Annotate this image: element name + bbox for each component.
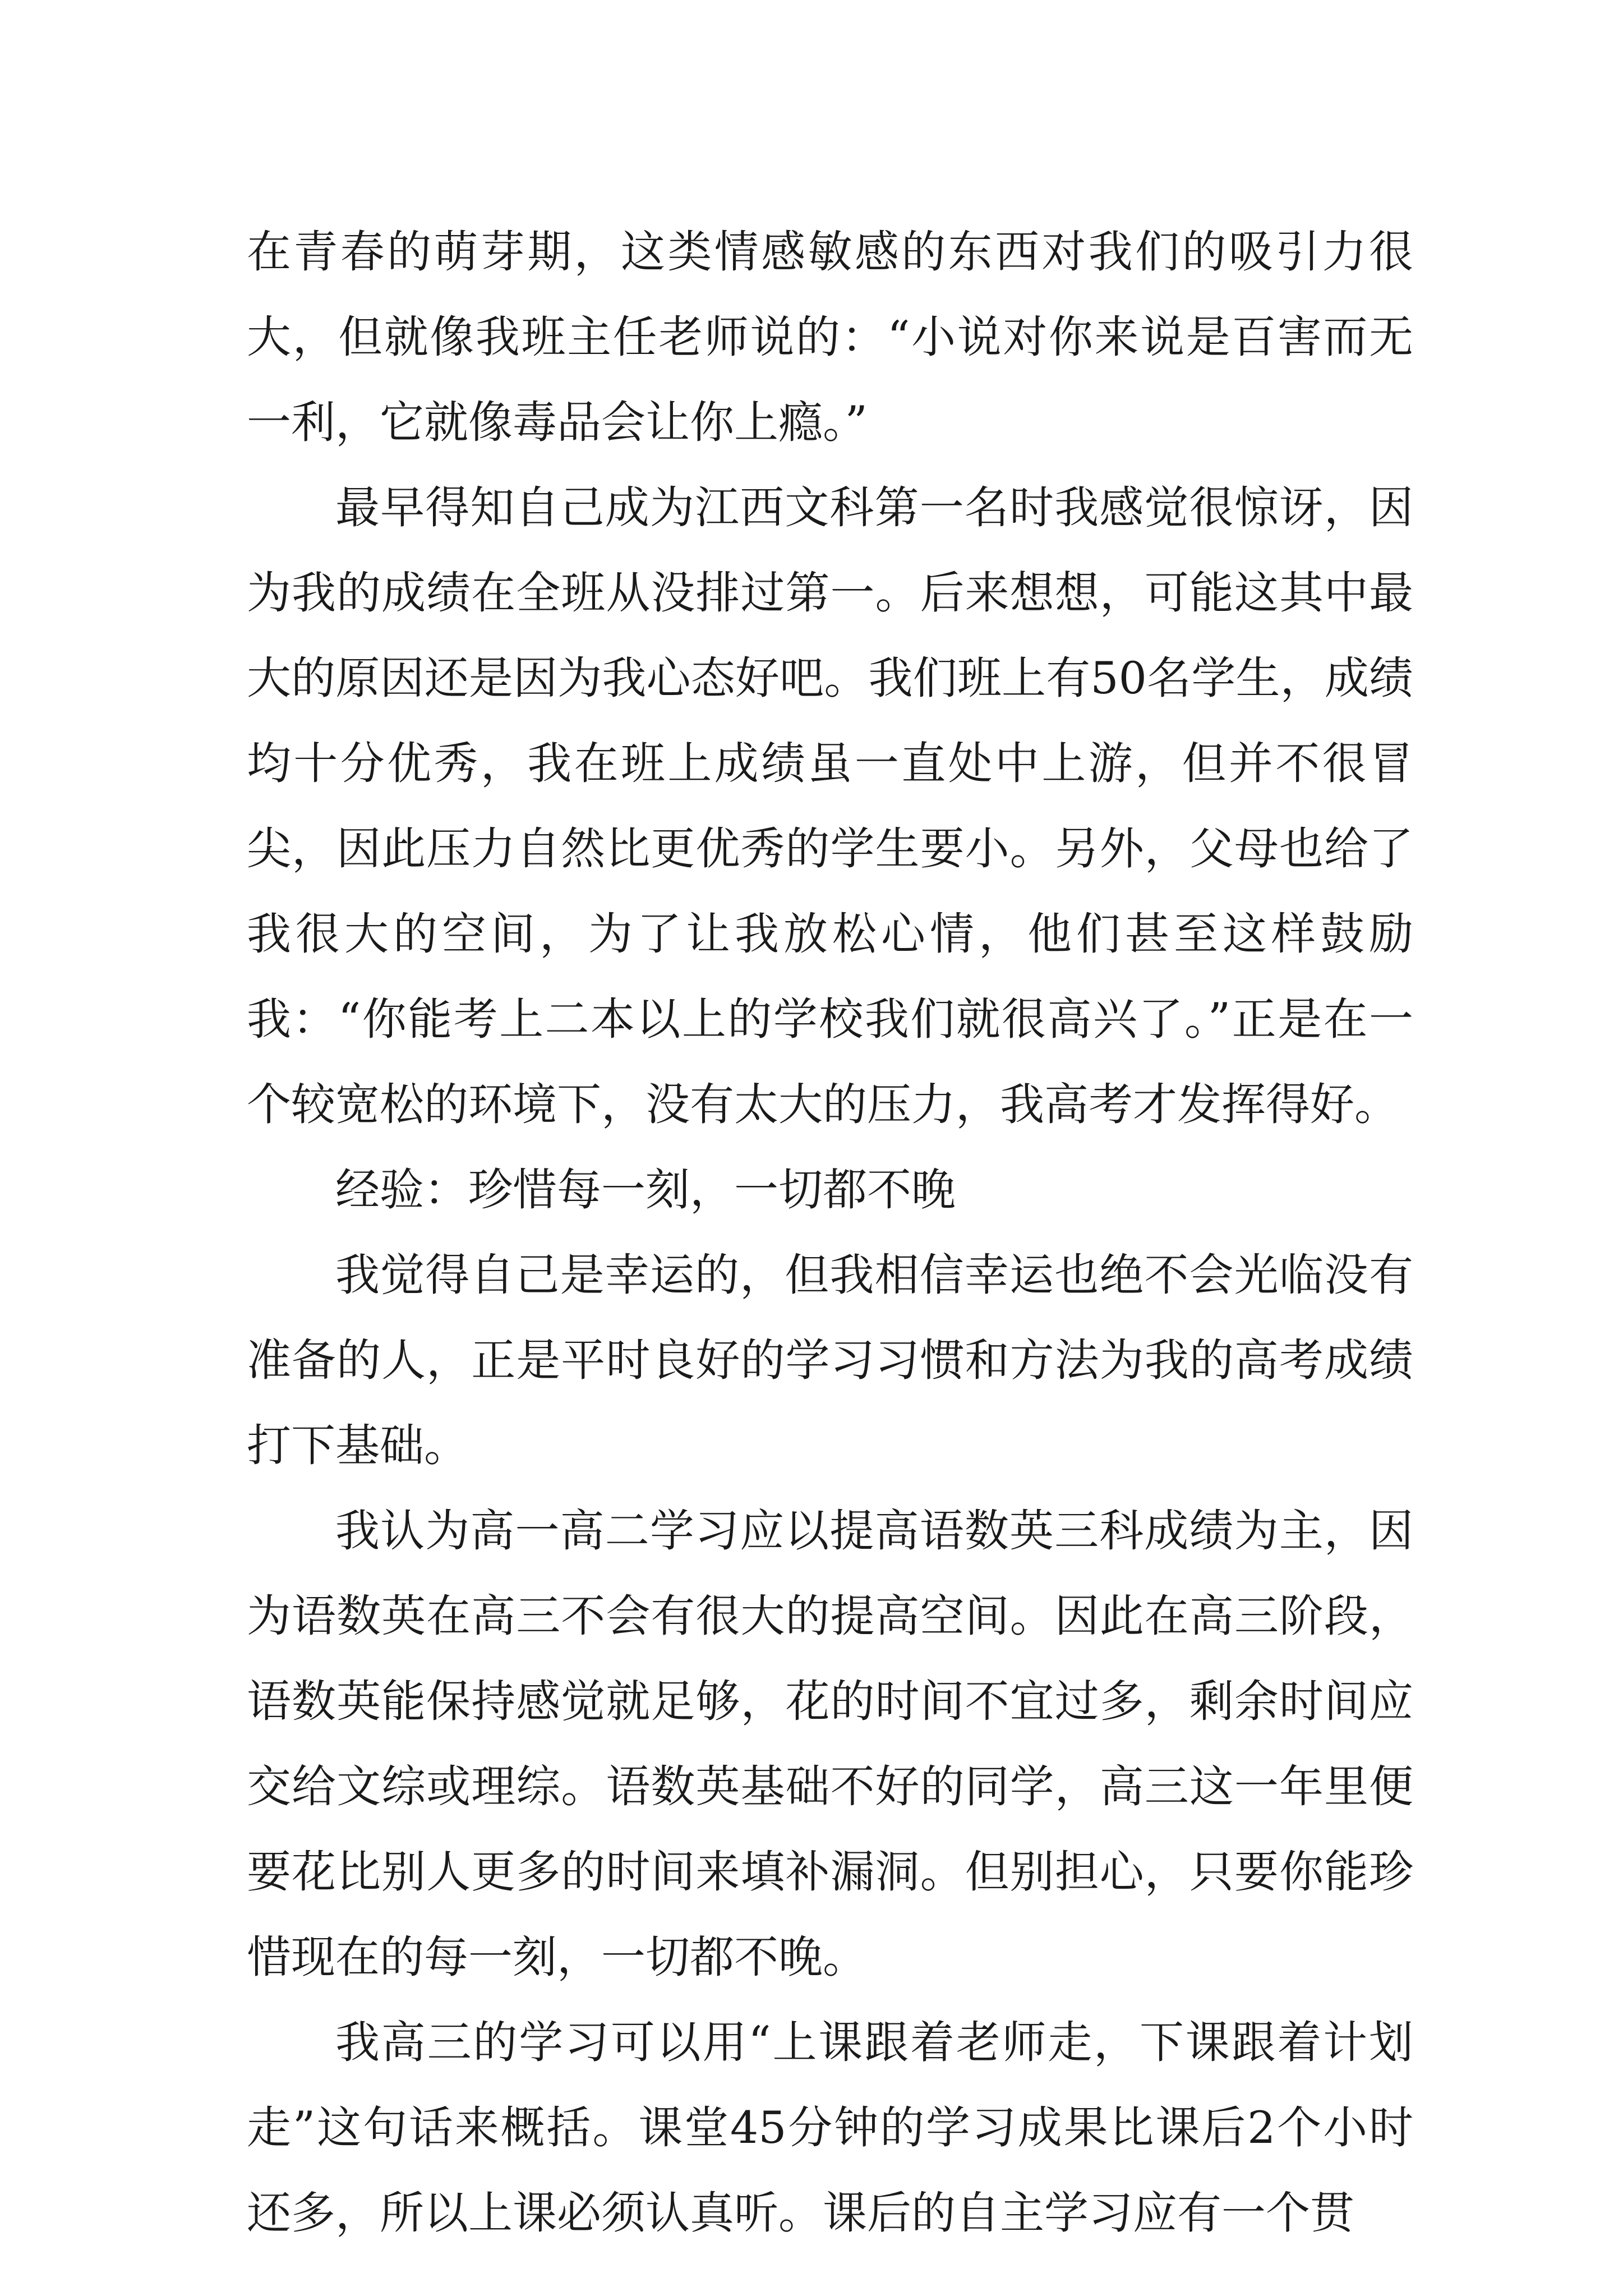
paragraph: 最早得知自己成为江西文科第一名时我感觉很惊讶，因为我的成绩在全班从没排过第一。后来想想，可能这其中最大的原因还是因为我心态好吧。我们班上有50名学生，成绩均十分优秀，我在班上成绩虽一直处中上游，但并不很冒尖，因此压力自然比更优秀的学生要小。另外，父母也给了我很大的空间，为了让我放松心情，他们甚至这样鼓励我：“你能考上二本以上的学校我们就很高兴了。”正是在一个较宽松的环境下，没有太大的压力，我高考才发挥得好。: [247, 482, 1413, 1130]
paragraph: 我认为高一高二学习应以提高语数英三科成绩为主，因为语数英在高三不会有很大的提高空间。因此在高三阶段，语数英能保持感觉就足够，花的时间不宜过多，剩余时间应交给文综或理综。语数英基础不好的同学，高三这一年里便要花比别人更多的时间来填补漏洞。但别担心，只要你能珍惜现在的每一刻，一切都不晚。: [247, 1505, 1413, 1983]
document-body: [247, 209, 1413, 2256]
section-heading: 经验：珍惜每一刻，一切都不晚: [335, 1164, 956, 1216]
paragraph: 在青春的萌芽期，这类情感敏感的东西对我们的吸引力很大，但就像我班主任老师说的：“小说对你来说是百害而无一利，它就像毒品会让你上瘾。”: [247, 226, 1413, 448]
paragraph: 我觉得自己是幸运的，但我相信幸运也绝不会光临没有准备的人，正是平时良好的学习习惯和方法为我的高考成绩打下基础。: [247, 1249, 1413, 1471]
paragraph: 我高三的学习可以用“上课跟着老师走，下课跟着计划走”这句话来概括。课堂45分钟的学习成果比课后2个小时还多，所以上课必须认真听。课后的自主学习应有一个贯: [247, 2017, 1413, 2239]
